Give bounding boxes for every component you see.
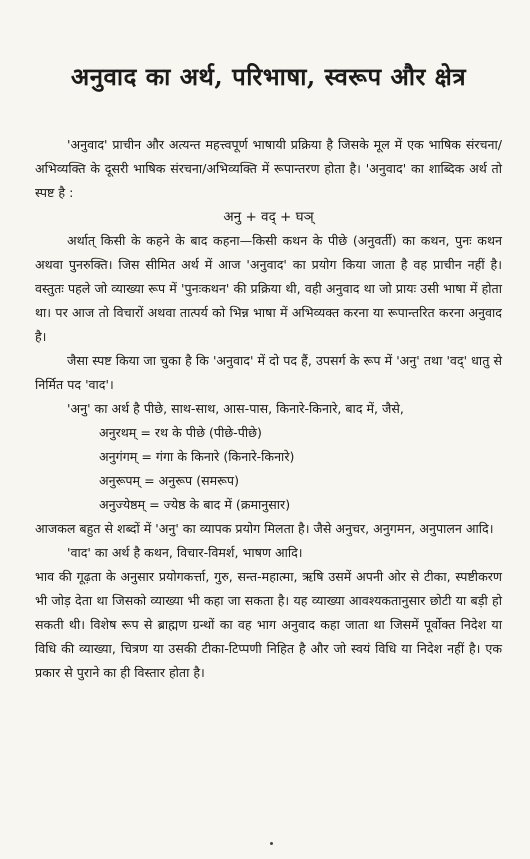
body-text <box>35 133 502 685</box>
example-line: अनुरथम् = रथ के पीछे (पीछे-पीछे) <box>99 425 262 440</box>
paragraph-commentary: भाव की गूढ़ता के अनुसार प्रयोगकर्त्ता, गुरु, सन्त-महात्मा, ऋषि उसमें अपनी ओर से टीका, स्पष्टीकरण भी जोड़ देता था जिसको व्याख्या भी कहा जा सकता है। यह व्याख्या आवश्यकतानुसार छोटी या बड़ी हो सकती थी। विशेष रूप से ब्राह्मण ग्रन्थों का वह भाग अनुवाद कहा जाता था जिसमें पूर्वोक्त निदेश या विधि की व्याख्या, चित्रण या उसकी टीका-टिप्पणी निहित है और जो स्वयं विधि या निदेश नहीं है। एक प्रकार से पुराने का ही विस्तार होता है। <box>35 569 502 680</box>
etymology-formula: अनु + वद् + घञ् <box>223 209 314 225</box>
paragraph-anu-meaning: 'अनु' का अर्थ है पीछे, साथ-साथ, आस-पास, किनारे-किनारे, बाद में, जैसे, <box>67 401 404 416</box>
paragraph-vaad-meaning: 'वाद' का अर्थ है कथन, विचार-विमर्श, भाषण आदि। <box>67 545 303 560</box>
example-line: अनुज्येष्ठम् = ज्येष्ठ के बाद में (क्रमानुसार) <box>99 497 291 512</box>
example-line: अनुरूपम् = अनुरूप (समरूप) <box>99 473 240 488</box>
example-line: अनुगंगम् = गंगा के किनारे (किनारे-किनारे) <box>99 449 295 464</box>
paragraph-usage: आजकल बहुत से शब्दों में 'अनु' का व्यापक प्रयोग मिलता है। जैसे अनुचर, अनुगमन, अनुपालन आदि। <box>35 521 494 536</box>
scan-speck <box>270 842 273 845</box>
paragraph-meaning: अर्थात् किसी के कहने के बाद कहना—किसी कथन के पीछे (अनुवर्ती) का कथन, पुनः कथन अथवा पुनरुक्ति। जिस सीमित अर्थ में आज 'अनुवाद' का प्रयोग किया जाता है वह प्राचीन नहीं है। वस्तुतः पहले जो व्याख्या रूप में 'पुनःकथन' की प्रक्रिया थी, वही अनुवाद था जो प्रायः उसी भाषा में होता था। पर आज तो विचारों अथवा तात्पर्य को भिन्न भाषा में अभिव्यक्त करना या रूपान्तरित करना अनुवाद है। <box>35 233 502 344</box>
page-title: अनुवाद का अर्थ, परिभाषा, स्वरूप और क्षेत्र <box>70 62 467 91</box>
paragraph-intro: 'अनुवाद' प्राचीन और अत्यन्त महत्त्वपूर्ण भाषायी प्रक्रिया है जिसके मूल में एक भाषिक संरचना/अभिव्यक्ति के दूसरी भाषिक संरचना/अभिव्यक्ति में रूपान्तरण होता है। 'अनुवाद' का शाब्दिक अर्थ तो स्पष्ट है : <box>35 137 502 200</box>
paragraph-two-terms: जैसा स्पष्ट किया जा चुका है कि 'अनुवाद' में दो पद हैं, उपसर्ग के रूप में 'अनु' तथा 'वद्' धातु से निर्मित पद 'वाद'। <box>35 353 502 392</box>
document-page <box>0 60 530 859</box>
